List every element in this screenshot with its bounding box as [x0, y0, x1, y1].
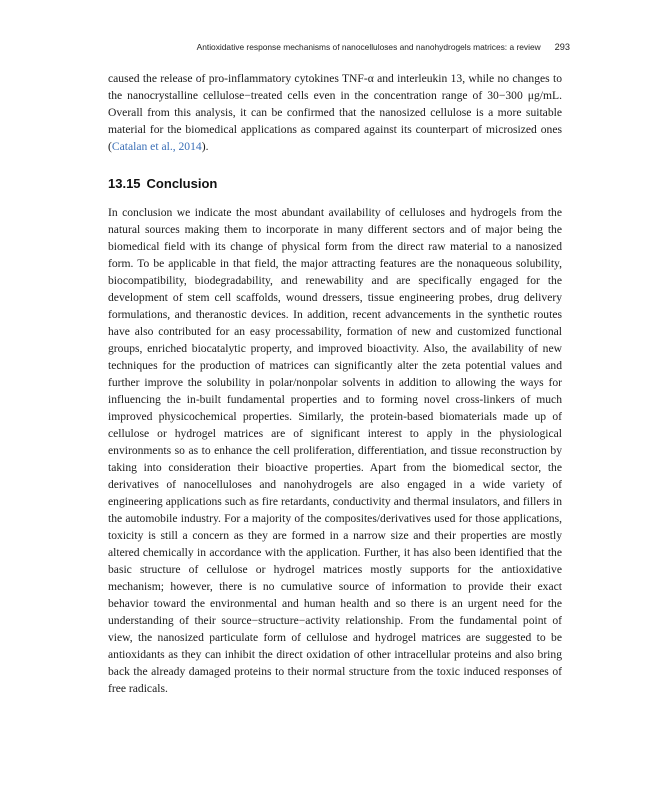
page-number: 293	[554, 42, 570, 52]
running-header	[108, 40, 570, 54]
section-number: 13.15	[108, 176, 141, 191]
conclusion-paragraph: In conclusion we indicate the most abundant availability of celluloses and hydrogels from the natural sources making them to incorporate in many different sectors and of major being the biomedical field with its change of physical form from the direct raw material to a nanosized form. To be applicable in that field, the major attracting features are the nonaqueous solubility, biocompatibility, biodegradability, and renewability and are specifically engaged for the development of stem cell scaffolds, wound dressers, tissue engineering probes, drug delivery formulations, and theranostic devices. In addition, recent advancements in the synthetic routes have also contributed for an easy processability, formation of new and customized functional groups, enriched biocatalytic property, and improved bioactivity. Also, the availability of new techniques for the production of matrices can significantly alter the zeta potential values and further improve the solubility in polar/nonpolar solvents in addition to allowing the ways for influencing the in-built fundamental properties and to forming novel cross-linkers of much improved physicochemical properties. Similarly, the protein-based biomaterials made up of cellulose or hydrogel matrices are of significant interest to apply in the physiological environments so as to enhance the cell proliferation, differentiation, and tissue reconstruction by taking into consideration their bioactive properties. Apart from the biomedical sector, the derivatives of nanocelluloses and nanohydrogels are also engaged in a wide variety of engineering applications such as fire retardants, conductivity and thermal insulators, and fillers in the automobile industry. For a majority of the composites/derivatives used for those applications, toxicity is still a concern as they are formed in a narrow size and their properties are mostly altered chemically in accordance with the application. Further, it has also been identified that the basic structure of cellulose or hydrogel matrices mostly supports for the antioxidative mechanism; however, there is no cumulative source of information to provide their exact behavior toward the environmental and human health and so there is an urgent need for the understanding of their source−structure−activity relationship. From the fundamental point of view, the nanosized particulate form of cellulose and hydrogel matrices are suggested to be antioxidants as they can inhibit the direct oxidation of other intracellular proteins and also bring back the already damaged proteins to their normal structure from the toxic induced responses of free radicals.	[108, 206, 562, 695]
paragraph-text-end: ).	[201, 140, 209, 153]
section-heading	[108, 176, 562, 191]
citation-link[interactable]: Catalan et al., 2014	[111, 140, 202, 153]
paragraph-text: caused the release of pro-inflammatory cytokines TNF-α and interleukin 13, while no changes to the nanocrystalline cellulose−treated cells even in the concentration range of 30−300 μg/mL. Overall from this analysis, it can be confirmed that the nanosized cellulose is a more suitable material for the biomedical applications as compared against its counterpart of microsized ones (	[108, 72, 562, 153]
section-title: Conclusion	[146, 176, 218, 191]
body-paragraph-continued	[108, 70, 562, 155]
running-title: Antioxidative response mechanisms of nanocelluloses and nanohydrogels matrices: a review	[196, 42, 541, 52]
